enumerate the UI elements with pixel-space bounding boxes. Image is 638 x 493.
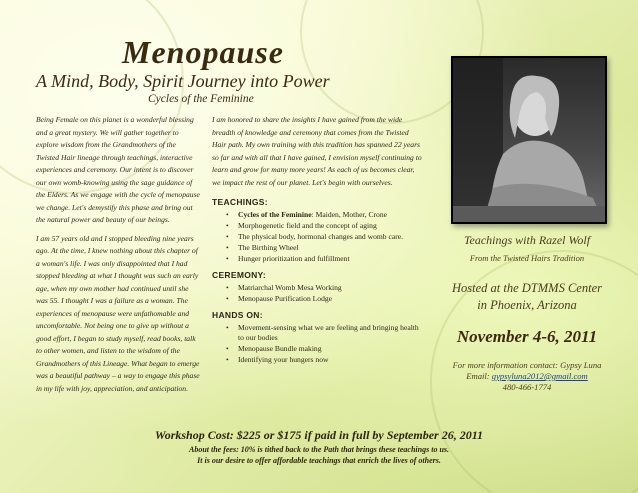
workshop-cost: Workshop Cost: $225 or $175 if paid in full by September 26, 2011 [154,428,484,442]
list-item [226,221,422,231]
left-paragraph-1: Being Female on this planet is a wonderful blessing and a great mystery. We will gather together to explore wisdom from the Grandmothers of the Twisted Hair lineage through teachings, interactive experiences and ceremony. Our intent is to discover our own womb-knowing using the sage guidance of the Elders. As we engage with the cycle of menopause we change. Let's demystify this phase and bring out the natural power and beauty of our beings. [36,115,200,224]
list-item [226,283,422,293]
ceremony-text: Menopause Purification Lodge [238,294,333,303]
photo-illustration [453,58,605,222]
bullet-icon: • [226,221,229,230]
handson-text: Movement-sensing what we are feeling and bringing health to our bodies [238,323,419,342]
middle-column [212,114,422,366]
venue [424,280,630,314]
handson-list [212,323,422,365]
event-date: November 4-6, 2011 [456,327,598,346]
bullet-icon: • [226,344,229,353]
teaching-text: Morphogenetic field and the concept of aging [238,221,377,230]
right-column [424,233,630,393]
list-item [226,243,422,253]
fees-line-2: It is our desire to offer affordable teachings that enrich the lives of others. [197,456,441,465]
teaching-text: : Maiden, Mother, Crone [311,210,388,219]
flyer-title: Menopause [122,34,284,70]
teaching-bold: Cycles of the Feminine [238,210,312,219]
contact-info [424,360,630,393]
teaching-text: The physical body, hormonal changes and womb care. [238,232,404,241]
teachings-list [212,210,422,264]
bullet-icon: • [226,283,229,292]
flyer-tagline: Cycles of the Feminine [148,93,254,105]
ceremony-heading: CEREMONY: [212,270,267,280]
email-link[interactable]: gypsyluna2012@gmail.com [491,371,588,381]
list-item [226,344,422,354]
list-item [226,294,422,304]
ceremony-list [212,283,422,304]
list-item [226,254,422,264]
handson-text: Identifying your hungers now [238,355,329,364]
ceremony-text: Matriarchal Womb Mesa Working [238,283,342,292]
fees-line-1: About the fees: 10% is tithed back to the Path that brings these teachings to us. [188,445,450,454]
teaching-text: The Birthing Wheel [238,243,299,252]
list-item [226,323,422,343]
list-item [226,232,422,242]
venue-line-2: in Phoenix, Arizona [477,298,577,312]
left-column [36,114,200,401]
list-item [226,210,422,220]
teacher-line: Teachings with Razel Wolf [463,233,591,247]
bullet-icon: • [226,323,229,332]
phone-number: 480-466-1774 [502,382,552,392]
teacher-photo [451,56,607,224]
left-paragraph-2: I am 57 years old and I stopped bleeding nine years ago. At the time, I knew nothing about this chapter of a woman's life. I was only disappointed that I had stopped bleeding at what I thought was such an early age, when my own mother had continued until she was 55. I thought I was a failure as a woman. The experiences of menopause were unfathomable and uncomfortable. Not being one to give up without a good effort, I began to study myself, read books, talk to other women, and listen to the wisdom of the Grandmothers of this Lineage. What began to emerge was a beautiful pathway – a way to engage this phase in my life with joy, appreciation, and anticipation. [36,233,200,393]
bullet-icon: • [226,210,229,219]
teachings-heading: TEACHINGS: [212,197,268,207]
handson-text: Menopause Bundle making [238,344,322,353]
teaching-text: Hunger prioritization and fulfillment [238,254,350,263]
tradition-line: From the Twisted Hairs Tradition [469,253,585,263]
contact-line: For more information contact: Gypsy Luna [452,360,602,370]
bullet-icon: • [226,254,229,263]
handson-heading: HANDS ON: [212,310,263,320]
bullet-icon: • [226,243,229,252]
bullet-icon: • [226,232,229,241]
email-label: Email: [466,371,492,381]
flyer-subtitle: A Mind, Body, Spirit Journey into Power [36,71,330,91]
email-line [424,371,630,382]
bullet-icon: • [226,355,229,364]
list-item [226,355,422,365]
venue-line-1: Hosted at the DTMMS Center [452,281,602,295]
bullet-icon: • [226,294,229,303]
fees-note [0,444,638,466]
intro-paragraph: I am honored to share the insights I have gained from the wide breadth of knowledge and ceremony that comes from the Twisted Hair path. My own training with this tradition has spanned 22 years so far and with all that I have gained, I envision myself continuing to learn and grow for many more years! As each of us becomes clear, we impact the rest of our planet. Let's begin with ourselves. [212,115,422,187]
